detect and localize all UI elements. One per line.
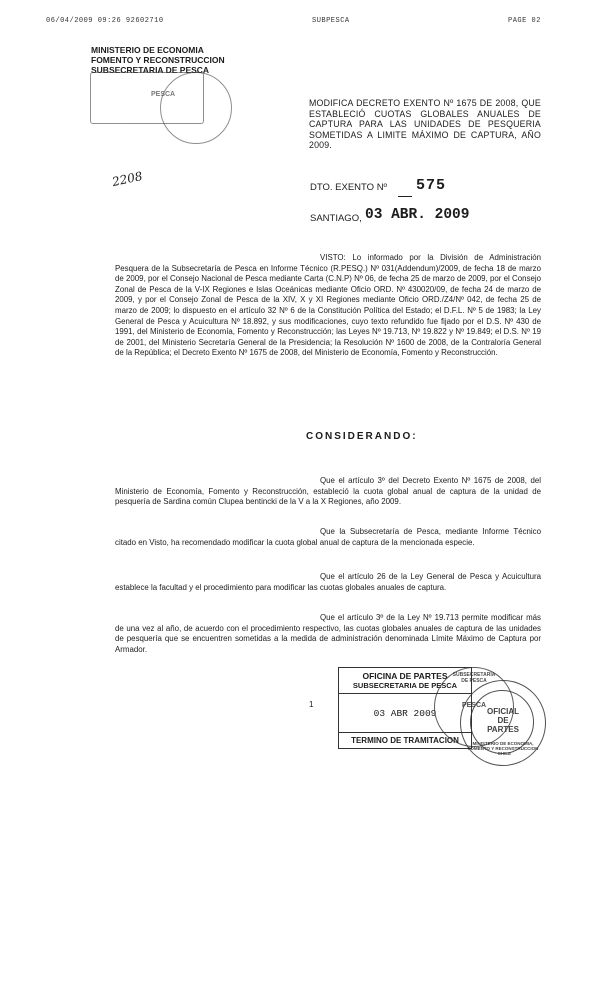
decree-title: MODIFICA DECRETO EXENTO Nº 1675 DE 2008, QUE ESTABLECIÓ CUOTAS GLOBALES ANUALES DE CAPTURA PARA LAS UNIDADES DE PESQUERIA SOMETIDAS A LIMITE MÁXIMO DE CAPTURA, AÑO 2009.: [309, 98, 541, 150]
fax-header-middle: SUBPESCA: [312, 17, 350, 25]
fax-header-right: PAGE 02: [508, 17, 541, 25]
considerando-item: Que el artículo 3º del Decreto Exento Nº 1675 de 2008, del Ministerio de Economía, Fomento y Reconstrucción, estableció la cuota global anual de captura de la unidad de pesquería de Sardina común Clupea bentincki de la V a la X Regiones, año 2009.: [115, 476, 541, 507]
date-place: SANTIAGO,: [310, 213, 362, 224]
round-stamp-1-ring: SUBSECRETARIA DE PESCA: [452, 672, 496, 684]
round-stamp-1-center: PESCA: [461, 702, 487, 709]
dto-exento-number: 575: [416, 177, 447, 194]
round-stamp-2-line-3: PARTES: [487, 725, 519, 734]
fax-header-left: 06/04/2009 09:26 92602710: [46, 17, 164, 25]
ministry-header: [91, 45, 225, 75]
dto-exento-underline: [398, 196, 412, 197]
oficina-stamp-subtitle: SUBSECRETARIA DE PESCA: [339, 681, 471, 694]
visto-paragraph: VISTO: Lo informado por la División de Administración Pesquera de la Subsecretaría de Pesca en Informe Técnico (R.PESQ.) Nº 031(Addendum)/2009, de fecha 18 de marzo de 2009, por el Consejo Nacional de Pesca mediante Carta (C.N.P) Nº 06, de fecha 25 de marzo de 2009, por el Consejo Zonal de Pesca de la V-IX Regiones e Islas Oceánicas mediante Oficio ORD. Nº 430020/09, de fecha 24 de marzo de 2009, y por el Consejo Zonal de Pesca de la XIV, X y XI Regiones mediante Oficio ORD./Z4/Nº 042, de fecha 25 de marzo de 2009; lo dispuesto en el artículo 32 Nº 6 de la Constitución Política del Estado; el D.F.L. Nº 5 de 1983; la Ley General de Pesca y Acuicultura Nº 18.892, y sus modificaciones, cuyo texto refundido fue fijado por el D.S. Nº 430 de 1991, del Ministerio de Economía, Fomento y Reconstrucción; las Leyes Nº 19.713, Nº 19.822 y Nº 19.849; el D.S. Nº 19 de 2001, del Ministerio Secretaría General de la Presidencia; la Resolución Nº 1600 de 2008, de la Contraloría General de la República; el Decreto Exento Nº 1675 de 2008, del Ministerio de Economía, Fomento y Reconstrucción.: [115, 253, 541, 358]
round-stamp-2-line-1: OFICIAL: [487, 707, 519, 716]
oficina-stamp-footer: TERMINO DE TRAMITACION: [339, 732, 471, 748]
ministry-line-3: SUBSECRETARIA DE PESCA: [91, 65, 210, 75]
oficina-stamp-date: 03 ABR 2009: [373, 708, 437, 719]
date-value: 03 ABR. 2009: [365, 207, 470, 223]
handwritten-note: 2208: [110, 168, 144, 190]
round-stamp-oficial-partes: [460, 680, 546, 766]
ministry-line-1: MINISTERIO DE ECONOMIA: [91, 45, 204, 55]
considerando-item: Que el artículo 3º de la Ley Nº 19.713 permite modificar más de una vez al año, de acuerdo con el procedimiento respectivo, las cuotas globales anuales de captura de las unidades de pesquería que se encuentren sometidas a la medida de administración denominada Límite Máximo de Captura por Armador.: [115, 613, 541, 654]
dto-exento-label: DTO. EXENTO Nº: [310, 182, 388, 193]
ministry-seal-text: PESCA: [151, 91, 176, 98]
ministry-line-2: FOMENTO Y RECONSTRUCCION: [91, 55, 225, 65]
round-stamp-2-ring: MINISTERIO DE ECONOMIA, FOMENTO Y RECONSTRUCCION · CHILE: [467, 741, 539, 756]
page-number: 1: [309, 700, 314, 709]
considerando-item: Que la Subsecretaría de Pesca, mediante Informe Técnico citado en Visto, ha recomendado modificar la cuota global anual de captura de la mencionada especie.: [115, 527, 541, 547]
round-stamp-2-line-2: DE: [497, 716, 509, 725]
round-stamp-2-center: [461, 707, 545, 734]
considerando-item: Que el artículo 26 de la Ley General de Pesca y Acuicultura establece la facultad y el procedimiento para modificar las cuotas globales anuales de captura.: [115, 572, 541, 592]
oficina-stamp-title: OFICINA DE PARTES: [362, 671, 448, 681]
ministry-round-seal: [160, 72, 232, 144]
considerando-heading: CONSIDERANDO:: [306, 431, 418, 442]
